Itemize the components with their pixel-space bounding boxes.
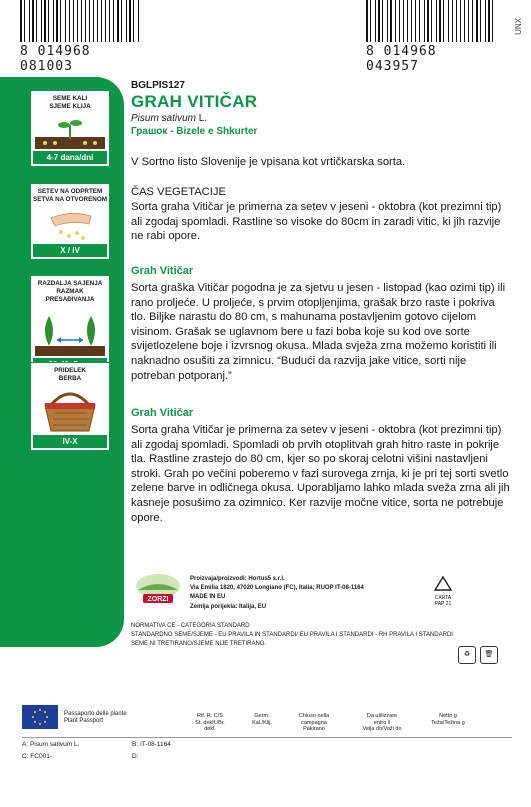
norm-line: STANDARDNO SEME/SJEME - EU PRAVILA IN STANDARDI/ EU PRAVILA I STANDARDI - RH PRAVILA I STANDARDI <box>131 632 453 638</box>
panel-title: SEME KALI SJEME KLIJA <box>49 95 91 110</box>
barcode-bar <box>442 0 443 42</box>
barcode-bar <box>103 0 104 42</box>
col-label: Pakirano <box>303 726 325 732</box>
barcode-bar <box>59 0 60 42</box>
barcode-right <box>366 0 496 72</box>
passport-a: A: Pisum sativum L. <box>22 741 80 748</box>
barcode-bar <box>448 0 449 42</box>
col-label: Rif. R. C/S <box>197 713 223 719</box>
barcode-bar <box>419 0 420 42</box>
barcode-bar <box>413 0 414 42</box>
barcode-bar <box>470 0 472 42</box>
barcode-bar <box>482 0 484 42</box>
barcode-bar <box>479 0 480 42</box>
passport-column <box>294 713 350 733</box>
barcode-bar <box>73 0 74 42</box>
barcode-bar <box>425 0 426 42</box>
barcode-bar <box>439 0 441 42</box>
barcode-bar <box>407 0 408 42</box>
barcode-bar <box>491 0 492 42</box>
barcode-bar <box>486 0 487 42</box>
intro-text: V Sortno listo Slovenije je vpisana kot vrtičkarska sorta. <box>131 156 406 168</box>
barcode-bar <box>47 0 48 42</box>
section-text: Sorta graha Vitičar je primerna za setev v jeseni - oktobra (kot prezimni tip) ali zgodaj spomladi. Spomladi ob prvih otoplitvah grah hitro raste in pokrije tla. Rastline zrastejo do 80 cm, kjer so po skoraj celotni višini nastavljeni stroki. Grah po večini poberemo v fazi surovega zrnja, ki je pri tej sorti svetlo zelene barve in odličnega okusa. Uporabljamo lahko mlada sveža zrna ali jih kasneje posušimo za ozimnico. Ker razvije močne vitice, sorta ne potrebuje opore. <box>131 424 510 524</box>
barcode-bar <box>424 0 425 42</box>
barcode-bar <box>101 0 102 42</box>
col-label: Kal./Klij. <box>252 719 272 726</box>
plant-spacing-icon <box>31 306 109 358</box>
barcode-bar <box>65 0 66 42</box>
section-heading: Grah Vitičar <box>131 407 194 419</box>
passport-d: D: <box>132 753 139 760</box>
barcode-bar <box>450 0 451 42</box>
barcode-bar <box>492 0 493 42</box>
barcode-bar <box>382 0 383 42</box>
barcode-bar <box>121 0 122 42</box>
barcode-bar <box>75 0 77 42</box>
barcode-bar <box>397 0 399 42</box>
barcode-bar <box>79 0 80 42</box>
product-code: BGLPIS127 <box>131 80 185 91</box>
barcode-bar <box>485 0 486 42</box>
section-text: Sorta graha Vitičar je primerna za setev v jeseni - oktobra (kot prezimni tip) ali zgodaj spomladi. Rastline so visoke do 80cm in zaradi vitic, ki jih razvije ne rabi opore. <box>131 201 502 243</box>
barcode-bar <box>472 0 473 42</box>
barcode-bar <box>409 0 411 42</box>
barcode-bar <box>105 0 107 42</box>
latin-name <box>131 113 207 124</box>
sowing-panel <box>30 183 110 260</box>
barcode-bar <box>390 0 392 42</box>
barcode-bar <box>460 0 461 42</box>
barcode-bar <box>127 0 128 42</box>
barcode-bar <box>372 0 374 42</box>
recycle-icon <box>432 575 454 593</box>
barcode-bar <box>87 0 89 42</box>
harvest-basket-icon <box>31 385 109 435</box>
latin-genus: Pisum sativum <box>131 113 197 124</box>
barcode-bar <box>370 0 371 42</box>
barcode-bar <box>85 0 86 42</box>
col-label: Teža/Težina g <box>431 719 465 726</box>
panel-title: PRIDELEK BERBA <box>54 367 86 382</box>
seedling-icon <box>31 113 109 151</box>
barcode-bar <box>401 0 402 42</box>
translated-names: Грашок - Bizele e Shkurter <box>131 126 258 137</box>
passport-label-line: Plant Passport <box>64 718 104 724</box>
barcode-bar <box>421 0 423 42</box>
recycle-text: PAP 21 <box>434 601 452 607</box>
barcode-bars <box>366 0 496 42</box>
col-label: Chiuso nella campagna <box>298 713 330 726</box>
barcode-bar <box>56 0 58 42</box>
panel-value: IV-X <box>33 435 107 448</box>
regulatory-text <box>131 622 501 649</box>
col-label: Da utilizzare entro il <box>366 713 398 726</box>
logo-text: ZORZI <box>147 596 169 603</box>
barcode-bar <box>29 0 30 42</box>
barcode-bar <box>133 0 134 42</box>
recycle-text: CARTA <box>434 595 452 601</box>
barcode-bar <box>474 0 475 42</box>
barcode-bar <box>378 0 380 42</box>
barcode-bar <box>138 0 139 42</box>
barcode-bar <box>95 0 96 42</box>
barcode-bar <box>437 0 438 42</box>
barcode-bar <box>468 0 469 42</box>
barcode-bar <box>427 0 429 42</box>
harvest-panel <box>30 362 110 451</box>
barcode-bar <box>42 0 43 42</box>
barcode-bar <box>132 0 133 42</box>
barcode-bar <box>38 0 40 42</box>
barcode-bar <box>403 0 405 42</box>
barcode-bar <box>135 0 137 42</box>
zorzi-logo <box>133 572 183 606</box>
barcode-number: 8 014968 043957 <box>366 44 437 74</box>
norm-line: NORMATIVA CE - CATEGORIA STANDARD <box>131 623 250 629</box>
passport-columns <box>190 713 468 733</box>
product-title: GRAH VITIČAR <box>131 92 258 111</box>
barcode-bar <box>139 0 140 42</box>
barcode-bar <box>97 0 98 42</box>
producer-line: Proizvaja/proizvodi: Hortus5 s.r.l. <box>190 576 285 582</box>
barcode-bar <box>66 0 67 42</box>
barcode-bar <box>443 0 444 42</box>
eu-flag-icon <box>22 705 58 729</box>
passport-column <box>242 713 282 733</box>
recycle-icon: ♻ <box>458 646 476 664</box>
barcode-bar <box>488 0 490 42</box>
barcode-bar <box>107 0 108 42</box>
barcode-bar <box>111 0 113 42</box>
barcode-bar <box>476 0 478 42</box>
barcode-bar <box>466 0 467 42</box>
barcode-bar <box>120 0 121 42</box>
barcode-bar <box>388 0 389 42</box>
barcode-bar <box>81 0 83 42</box>
barcode-bar <box>480 0 481 42</box>
barcode-bar <box>50 0 52 42</box>
barcode-bar <box>411 0 412 42</box>
barcode-bar <box>415 0 417 42</box>
barcode-bar <box>93 0 95 42</box>
barcode-bar <box>89 0 90 42</box>
barcode-bar <box>113 0 114 42</box>
barcode-bar <box>20 0 22 42</box>
barcode-bar <box>60 0 61 42</box>
passport-b: B: IT-08-1164 <box>132 741 171 748</box>
barcode-bar <box>99 0 101 42</box>
barcode-bar <box>464 0 466 42</box>
barcode-bar <box>456 0 457 42</box>
barcode-bar <box>109 0 110 42</box>
panel-title: SETEV NA ODPRTEM SETVA NA OTVORENOM <box>33 188 107 203</box>
section-text: Sorta graška Vitičar pogodna je za sjetvu u jesen - listopad (kao ozimi tip) ili rano proljeće. U proljeće, s prvim otopljenjima, grašak brzo raste i pokriva tlo. Biljke narastu do 80 cm, s mahunama postavljenim gotovo cijelom visinom. Grašak se uglavnom bere u fazi boba koje su kod ove sorte svijetlozelene boje i izvrsnog okusa. Mlada svježa zrna možemo koristiti ili naknadno osušiti za zimnicu. “Budući da razvija jake vitice, sorti nije potreban potporanj.” <box>131 282 506 382</box>
barcode-bar <box>44 0 46 42</box>
producer-line: MADE IN EU <box>190 594 226 601</box>
barcode-bar <box>494 0 496 42</box>
barcode-bar <box>405 0 406 42</box>
col-label: Velja do/Važi do <box>362 726 402 732</box>
barcode-bar <box>71 0 72 42</box>
barcode-bar <box>462 0 463 42</box>
barcode-bar <box>430 0 431 42</box>
barcode-bar <box>32 0 34 42</box>
col-label: Germ. <box>254 713 270 719</box>
barcode-bar <box>77 0 78 42</box>
barcode-bar <box>54 0 55 42</box>
barcode-bar <box>393 0 394 42</box>
col-label: St. deklf./Br. dekl. <box>195 719 225 732</box>
barcode-bar <box>366 0 368 42</box>
barcode-bar <box>53 0 54 42</box>
producer-info <box>190 575 364 612</box>
passport-label-line: Passaporto delle piante <box>64 711 127 717</box>
barcode-bar <box>23 0 24 42</box>
barcode-left <box>20 0 140 72</box>
barcode-bar <box>91 0 92 42</box>
section-heading: ČAS VEGETACIJE <box>131 186 226 198</box>
germination-panel <box>30 90 110 167</box>
barcode-bar <box>381 0 382 42</box>
divider <box>22 737 512 738</box>
passport-c: C: FC001- <box>22 753 52 760</box>
barcode-bar <box>384 0 386 42</box>
barcode-bar <box>41 0 42 42</box>
spacing-panel <box>30 275 110 374</box>
passport-label <box>64 711 127 725</box>
producer-line: Zemlja porijekla: Italija, EU <box>190 603 267 610</box>
barcode-bar <box>395 0 396 42</box>
panel-title: RAZDALJA SAJENJA RAZMAK PRESAĐIVANJA <box>37 280 103 303</box>
barcode-bar <box>123 0 125 42</box>
panel-value: 4-7 dana/dni <box>33 151 107 164</box>
recycle-mark <box>432 575 454 607</box>
norm-line: SEME NI TRETIRANO/SJEME NIJE TRETIRANO. <box>131 641 267 647</box>
barcode-bar <box>48 0 49 42</box>
barcode-bar <box>126 0 127 42</box>
barcode-bar <box>436 0 437 42</box>
unx-label: UNX <box>514 18 523 35</box>
barcode-bar <box>417 0 418 42</box>
barcode-bar <box>452 0 454 42</box>
barcode-number: 8 014968 081003 <box>20 44 91 74</box>
producer-line: Via Emilia 1820, 47020 Longiano (FC), Italia; RUOP IT-08-1164 <box>190 585 364 592</box>
barcode-bar <box>431 0 432 42</box>
barcode-bar <box>129 0 131 42</box>
barcode-bars <box>20 0 140 42</box>
barcode-bar <box>115 0 116 42</box>
barcode-bar <box>69 0 71 42</box>
passport-column <box>190 713 230 733</box>
barcode-bar <box>36 0 37 42</box>
section-heading: Grah Vitičar <box>131 265 194 277</box>
barcode-bar <box>62 0 64 42</box>
barcode-bar <box>376 0 377 42</box>
barcode-bar <box>83 0 84 42</box>
barcode-bar <box>375 0 376 42</box>
barcode-bar <box>26 0 28 42</box>
barcode-bar <box>369 0 370 42</box>
barcode-bar <box>399 0 400 42</box>
barcode-bar <box>24 0 25 42</box>
barcode-bar <box>117 0 119 42</box>
barcode-bar <box>458 0 460 42</box>
hand-sowing-icon <box>31 206 109 244</box>
panel-value: X / IV <box>33 244 107 257</box>
barcode-bar <box>35 0 36 42</box>
col-label: Netto g <box>439 713 457 719</box>
barcode-bar <box>445 0 447 42</box>
latin-suffix: L. <box>196 113 208 124</box>
barcode-bar <box>30 0 31 42</box>
barcode-bar <box>433 0 435 42</box>
passport-column <box>362 713 416 733</box>
barcode-bar <box>454 0 455 42</box>
barcode-bar <box>387 0 388 42</box>
trash-bin-icon: 🗑 <box>480 646 498 664</box>
passport-column <box>428 713 468 733</box>
disposal-icons <box>458 646 498 664</box>
